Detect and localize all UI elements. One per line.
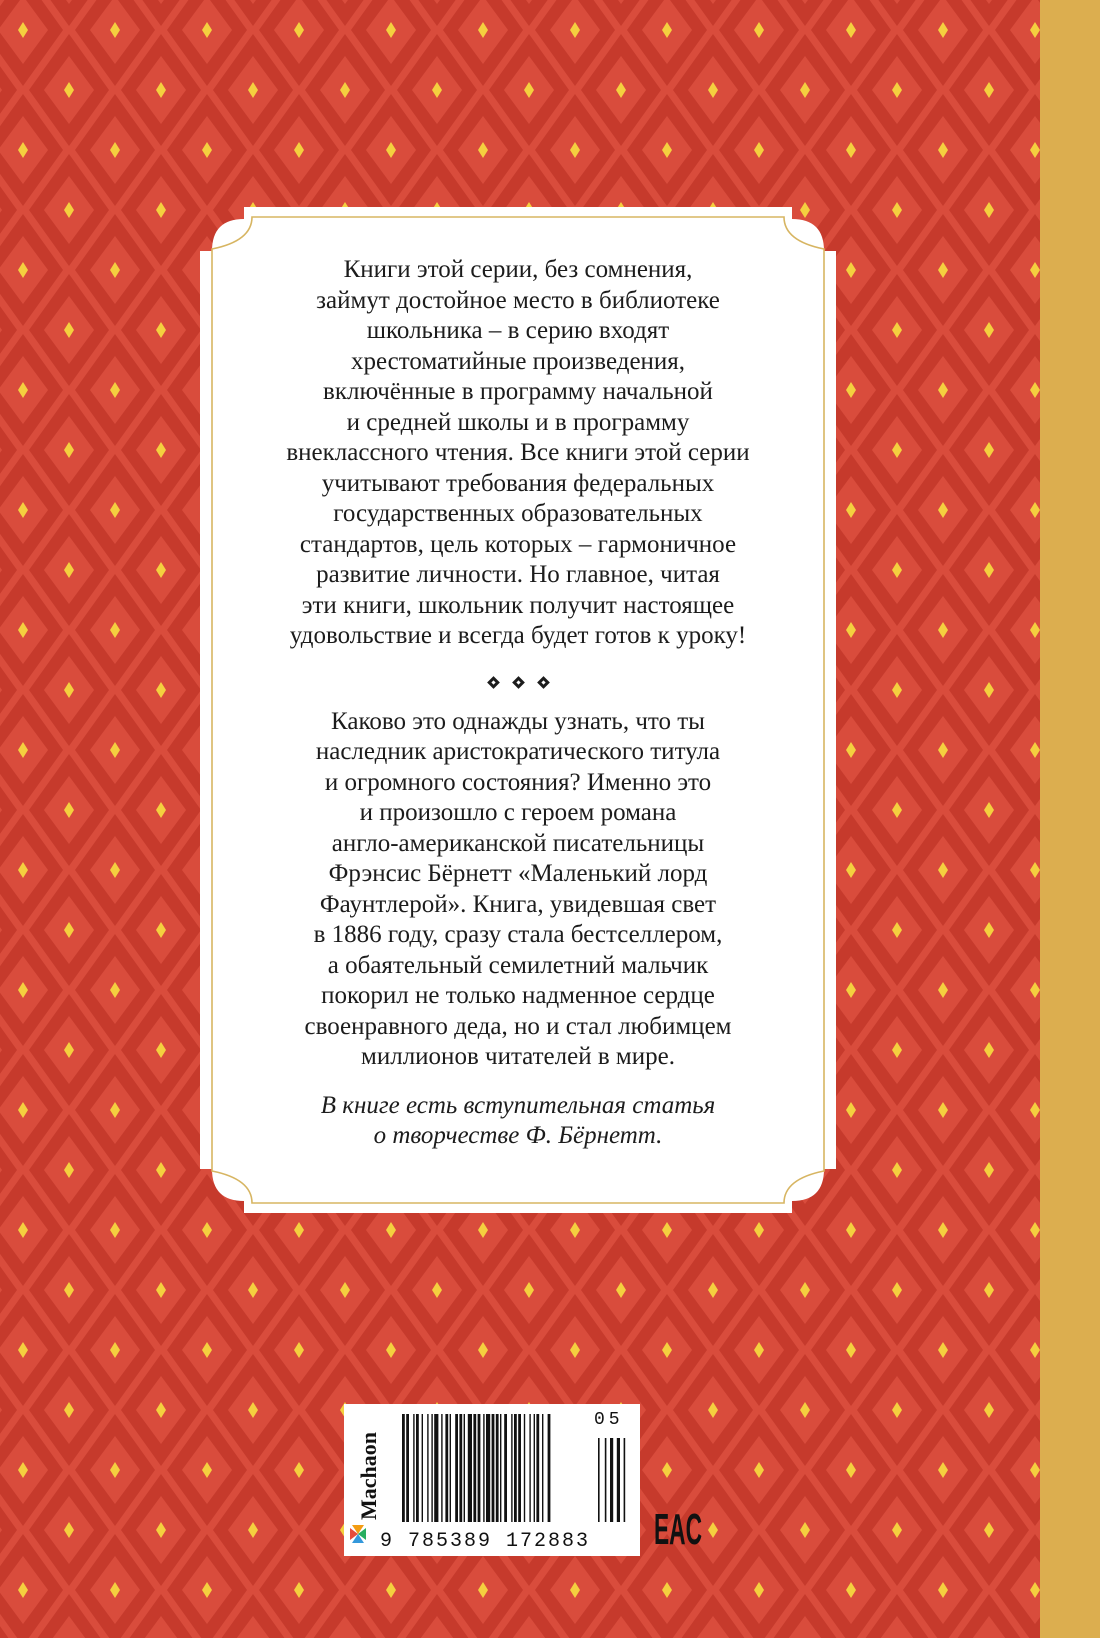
ean-barcode — [402, 1414, 626, 1526]
machaon-logo — [348, 1412, 382, 1552]
series-description: Книги этой серии, без сомнения, займут достойное место в библиотеке школьника – в серию входят хрестоматийные произведения, включённые в программу начальной и средней школы и в программу внеклассного чтения. Все книги этой серии учитывают требования федеральных государственных образовательных стандартов, цель которых – гармоничное развитие личности. Но главное, читая эти книги, школьник получит настоящее удовольствие и всегда будет готов к уроку! — [286, 256, 750, 649]
eac-text: EAC — [654, 1505, 702, 1554]
divider-diamond-icon — [487, 676, 500, 689]
divider-diamond-icon — [512, 676, 525, 689]
ornament-divider — [258, 678, 778, 687]
intro-article-note: В книге есть вступительная статья о творчестве Ф. Бёрнетт. — [320, 1091, 716, 1149]
publisher-logo-text: Machaon — [356, 1432, 381, 1520]
panel-text — [258, 255, 778, 1152]
book-annotation: Каково это однажды узнать, что ты наследник аристократического титула и огромного состояния? Именно это и произошло с героем романа англо-американской писательницы Фрэнсис Бёрнетт «Маленький лорд Фаунтлерой». Книга, увидевшая свет в 1886 году, сразу стала бестселлером, а обаятельный семилетний мальчик покорил не только надменное сердце своенравного деда, но и стал любимцем миллионов читателей в мире. — [304, 707, 732, 1070]
barcode-addon: 05 — [594, 1410, 624, 1430]
barcode-label — [344, 1404, 640, 1556]
gold-edge-strip — [1040, 0, 1100, 1638]
divider-diamond-icon — [537, 676, 550, 689]
description-panel — [198, 205, 838, 1215]
eac-certification-mark — [654, 1504, 702, 1554]
isbn-number: 9 785389 172883 — [380, 1530, 591, 1553]
